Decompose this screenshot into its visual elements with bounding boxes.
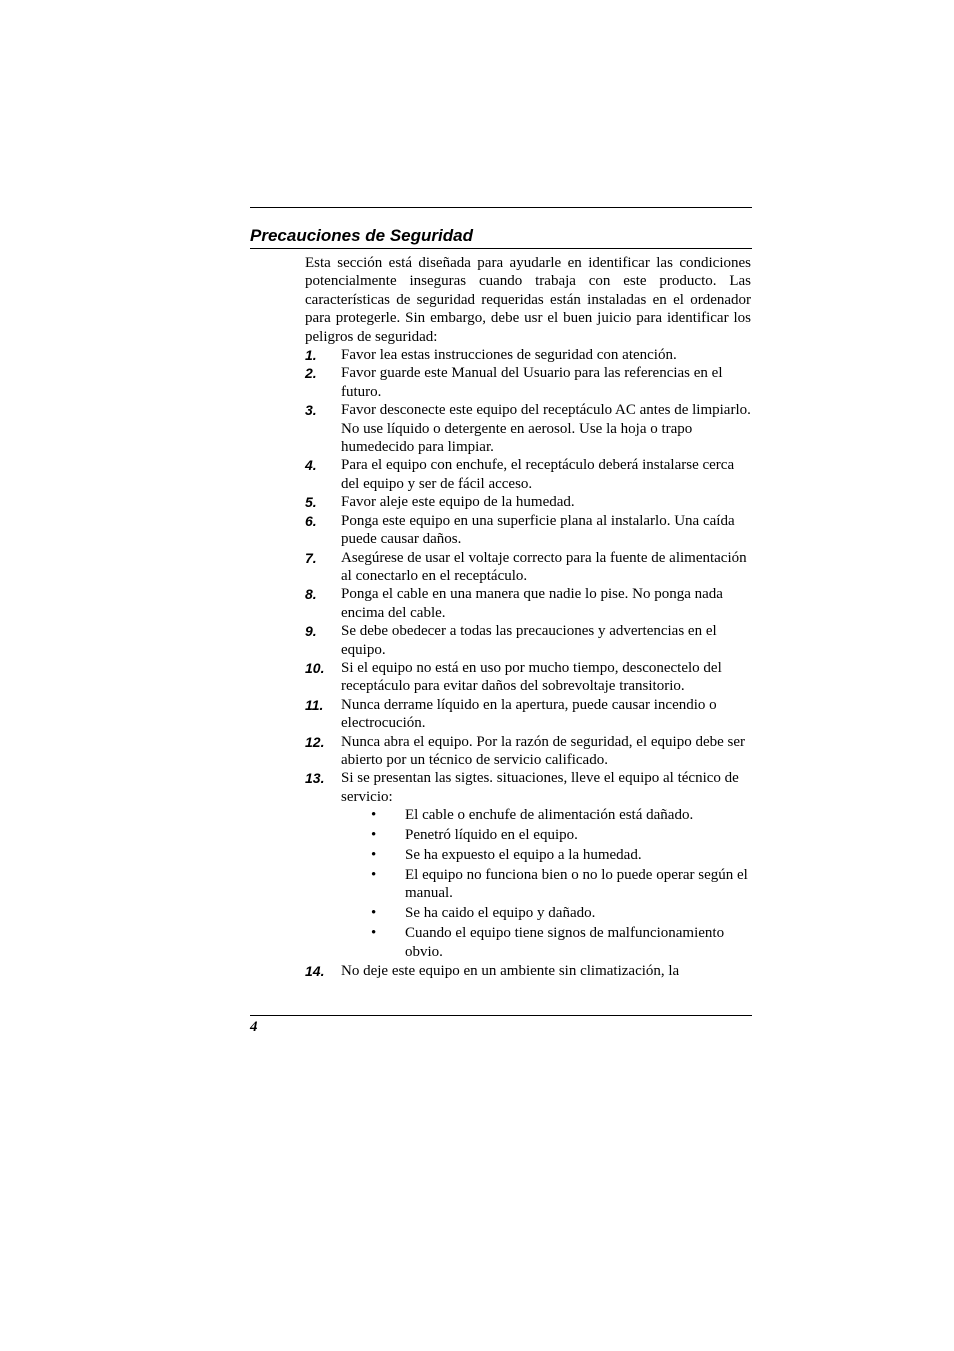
item-number: 1. [305,347,317,364]
top-rule [250,207,752,208]
bullet-icon: • [371,827,377,844]
list-item [305,456,751,493]
item-text: No deje este equipo en un ambiente sin climatización, la [341,963,680,980]
list-item [305,364,751,401]
list-item [305,585,751,622]
item-text: Si se presentan las sigtes. situaciones, lleve el equipo al técnico de servicio: [341,770,739,805]
heading-rule [250,248,752,249]
item-number: 4. [305,457,317,474]
item-text: Favor guarde este Manual del Usuario para las referencias en el futuro. [341,365,723,400]
list-item [305,659,751,696]
bullet-item [341,806,751,824]
bullet-icon: • [371,807,377,824]
bullet-text: Se ha expuesto el equipo a la humedad. [405,847,642,863]
section-body [305,254,751,981]
item-number: 5. [305,494,317,511]
bullet-text: Cuando el equipo tiene signos de malfuncionamiento obvio. [405,925,725,960]
item-text: Asegúrese de usar el voltaje correcto para la fuente de alimentación al conectarlo en el receptáculo. [341,549,747,584]
item-number: 7. [305,549,317,566]
intro-paragraph: Esta sección está diseñada para ayudarle en identificar las condiciones potencialmente inseguras cuando trabaja con este producto. Las características de seguridad requeridas están instaladas en el ordenador para protegerle. Sin embargo, debe usr el buen juicio para identificar los peligros de seguridad: [305,255,751,345]
list-item [305,733,751,770]
item-number: 9. [305,623,317,640]
list-item [305,696,751,733]
list-item [305,401,751,456]
list-item [305,622,751,659]
item-number: 10. [305,659,325,676]
section-title: Precauciones de Seguridad [250,226,473,245]
item-number: 6. [305,512,317,529]
item-text: Ponga el cable en una manera que nadie lo pise. No ponga nada encima del cable. [341,586,723,621]
bullet-item [341,846,751,864]
item-text: Para el equipo con enchufe, el receptáculo deberá instalarse cerca del equipo y ser de fácil acceso. [341,457,735,492]
safety-list [305,346,751,981]
list-item [305,346,751,364]
item-number: 3. [305,402,317,419]
item-text: Se debe obedecer a todas las precauciones y advertencias en el equipo. [341,623,717,658]
bullet-item [341,826,751,844]
item-number: 8. [305,586,317,603]
item-number: 12. [305,733,325,750]
item-text: Favor lea estas instrucciones de seguridad con atención. [341,347,677,364]
bullet-icon: • [371,925,377,942]
list-item [305,962,751,980]
item-text: Si el equipo no está en uso por mucho tiempo, desconectelo del receptáculo para evitar daños del sobrevoltaje transitorio. [341,659,722,695]
situation-bullet-list [341,806,751,961]
list-item [305,493,751,511]
footer-rule [250,1015,752,1016]
list-item [305,549,751,586]
item-text: Favor desconecte este equipo del receptáculo AC antes de limpiarlo. No use líquido o detergente en aerosol. Use la hoja o trapo humedecido para limpiar. [341,402,751,456]
bullet-item [341,924,751,961]
list-item [305,769,751,961]
item-text: Favor aleje este equipo de la humedad. [341,494,575,511]
item-number: 14. [305,963,325,980]
item-text: Nunca derrame líquido en la apertura, puede causar incendio o electrocución. [341,696,717,732]
item-text: Ponga este equipo en una superficie plana al instalarlo. Una caída puede causar daños. [341,512,735,548]
page-number: 4 [250,1019,258,1035]
bullet-icon: • [371,905,377,922]
list-item [305,512,751,549]
bullet-icon: • [371,847,377,863]
bullet-icon: • [371,866,377,883]
bullet-item [341,904,751,922]
bullet-text: El equipo no funciona bien o no lo puede operar según el manual. [405,866,748,902]
bullet-text: Penetró líquido en el equipo. [405,827,578,844]
bullet-text: Se ha caido el equipo y dañado. [405,905,596,922]
item-number: 13. [305,770,325,787]
item-number: 2. [305,365,317,382]
bullet-item [341,866,751,903]
item-text: Nunca abra el equipo. Por la razón de seguridad, el equipo debe ser abierto por un técnico de servicio calificado. [341,733,746,768]
bullet-text: El cable o enchufe de alimentación está dañado. [405,807,694,824]
item-number: 11. [305,696,324,713]
